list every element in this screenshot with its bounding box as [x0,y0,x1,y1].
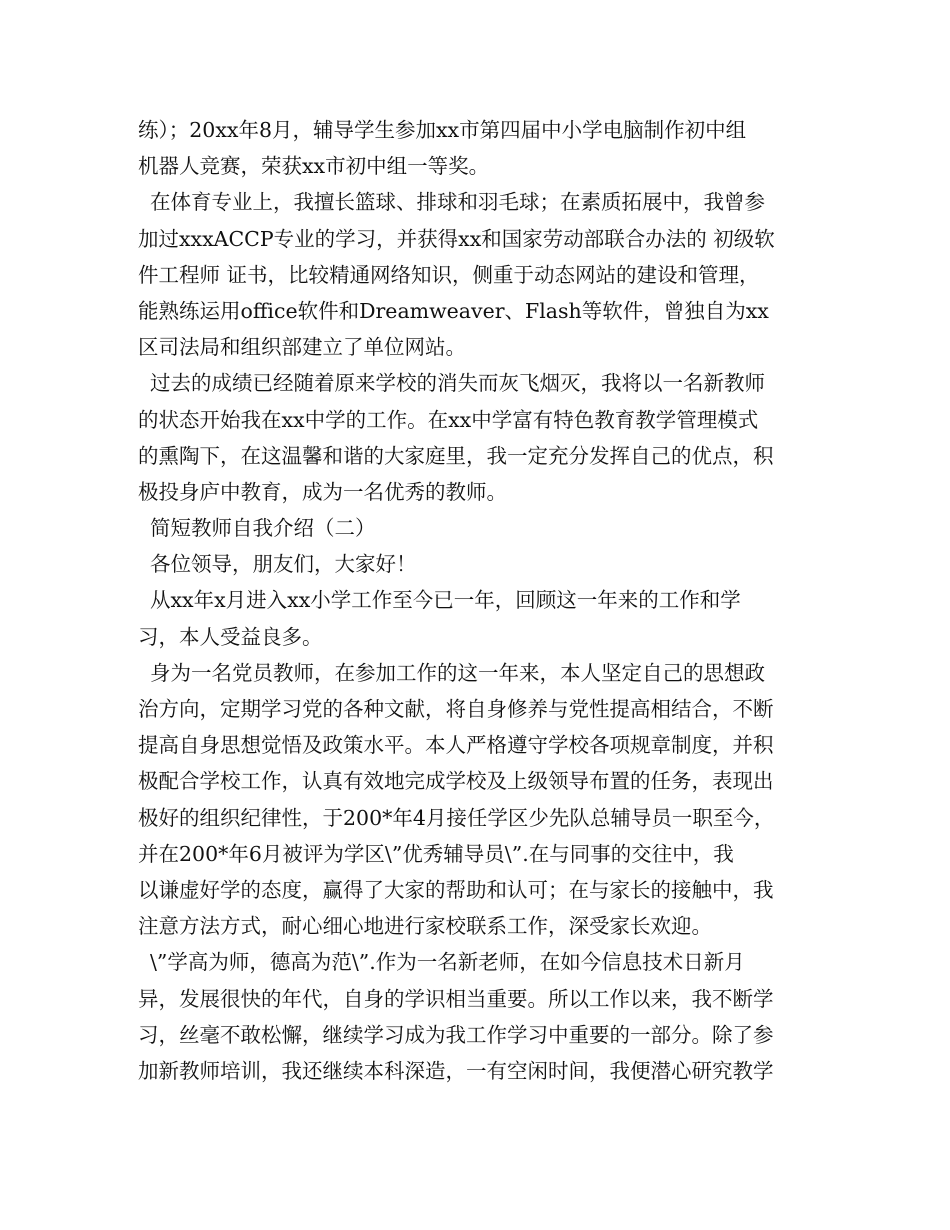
text-line: 能熟练运用office软件和Dreamweaver、Flash等软件，曾独自为xx [138,298,769,323]
text-line: 注意方法方式，耐心细心地进行家校联系工作，深受家长欢迎。 [138,914,712,939]
text-line: 治方向，定期学习党的各种文献，将自身修养与党性提高相结合，不断 [138,697,774,721]
text-line: 练）；20xx年8月，辅导学生参加xx市第四届中小学电脑制作初中组 [138,118,747,142]
text-line: 的状态开始我在xx中学的工作。在xx中学富有特色教育教学管理模式 [138,407,759,432]
text-line: 习，本人受益良多。 [138,624,323,649]
text-line: \”学高为师，德高为范\”.作为一名新老师，在如今信息技术日新月 [150,950,745,975]
text-line: 提高自身思想觉悟及政策水平。本人严格遵守学校各项规章制度，并积 [138,733,774,758]
text-line: 加新教师培训，我还继续本科深造，一有空闲时间，我便潜心研究教学 [138,1058,774,1083]
text-line: 身为一名党员教师，在参加工作的这一年来，本人坚定自己的思想政 [150,660,765,685]
text-line: 件工程师 证书，比较精通网络知识，侧重于动态网站的建设和管理， [138,262,760,287]
text-line: 各位领导，朋友们，大家好！ [150,552,417,577]
text-line: 加过xxxACCP专业的学习，并获得xx和国家劳动部联合办法的 初级软 [138,226,775,251]
text-line: 简短教师自我介绍（二） [150,516,376,541]
text-line: 机器人竞赛，荣获xx市初中组一等奖。 [138,154,490,179]
text-line: 极投身庐中教育，成为一名优秀的教师。 [138,479,507,504]
text-line: 以谦虚好学的态度，赢得了大家的帮助和认可；在与家长的接触中，我 [138,877,774,902]
text-line: 异，发展很快的年代，自身的学识相当重要。所以工作以来，我不断学 [138,986,774,1011]
text-line: 习，丝毫不敢松懈，继续学习成为我工作学习中重要的一部分。除了参 [138,1022,774,1047]
text-line: 区司法局和组织部建立了单位网站。 [138,335,466,360]
text-line: 极配合学校工作，认真有效地完成学校及上级领导布置的任务，表现出 [138,769,774,794]
text-line: 并在200*年6月被评为学区\”优秀辅导员\”.在与同事的交往中，我 [138,841,734,866]
text-line: 的熏陶下，在这温馨和谐的大家庭里，我一定充分发挥自己的优点，积 [138,443,774,468]
text-line: 极好的组织纪律性，于200*年4月接任学区少先队总辅导员一职至今， [138,805,775,830]
text-line: 过去的成绩已经随着原来学校的消失而灰飞烟灭，我将以一名新教师 [150,371,765,396]
text-line: 在体育专业上，我擅长篮球、排球和羽毛球；在素质拓展中，我曾参 [150,190,765,215]
text-line: 从xx年x月进入xx小学工作至今已一年，回顾这一年来的工作和学 [150,588,741,613]
document-body [138,112,818,1089]
